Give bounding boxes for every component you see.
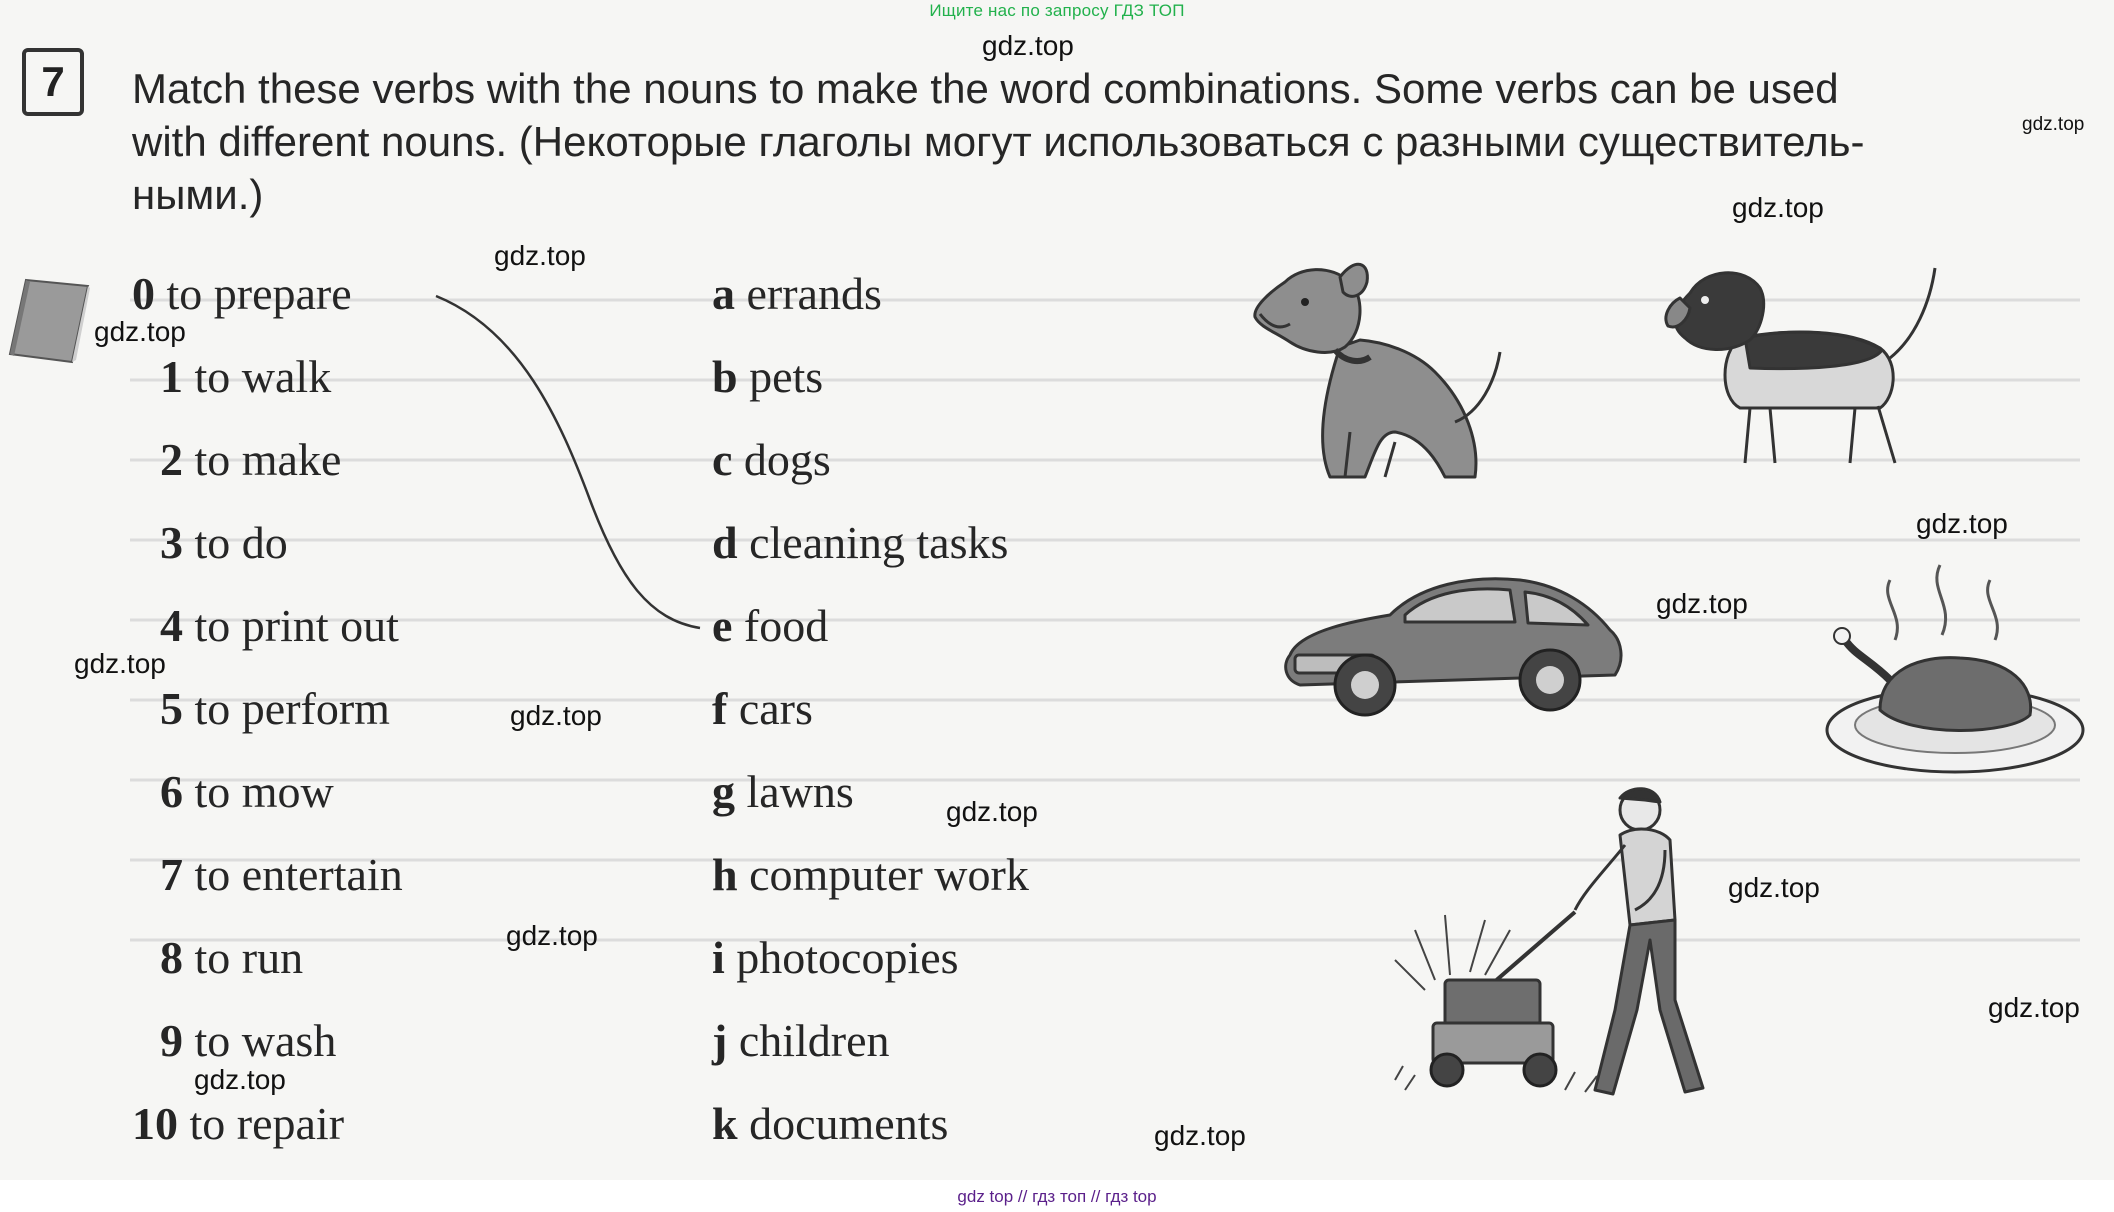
noun-text: documents <box>749 1098 949 1149</box>
noun-letter: d <box>712 517 738 568</box>
noun-text: cleaning tasks <box>749 517 1009 568</box>
banner-bottom: gdz top // гдз топ // гдз top <box>957 1187 1157 1206</box>
noun-letter: j <box>712 1015 728 1066</box>
watermark: gdz.top <box>1988 992 2080 1023</box>
noun-text: photocopies <box>736 932 959 983</box>
watermark: gdz.top <box>1656 588 1748 619</box>
standing-dog-illustration <box>1650 258 1950 468</box>
verb-number: 9 <box>160 1015 183 1066</box>
noun-letter: c <box>712 434 733 485</box>
noun-text: computer work <box>749 849 1029 900</box>
watermark: gdz.top <box>1732 192 1824 223</box>
noun-letter: g <box>712 766 735 817</box>
verb-number: 4 <box>160 600 183 651</box>
verb-number: 5 <box>160 683 183 734</box>
watermark: gdz.top <box>1154 1120 1246 1151</box>
verb-text: to do <box>194 517 288 568</box>
verb-text: to mow <box>194 766 334 817</box>
noun-text: pets <box>749 351 824 402</box>
banner-top: Ищите нас по запросу ГДЗ ТОП <box>929 1 1185 20</box>
watermark: gdz.top <box>982 30 1074 61</box>
watermark: gdz.top <box>510 700 602 731</box>
verb-number: 2 <box>160 434 183 485</box>
noun-text: dogs <box>743 434 831 485</box>
noun-text: food <box>743 600 829 651</box>
verb-text: to repair <box>189 1098 345 1149</box>
watermark: gdz.top <box>946 796 1038 827</box>
noun-text: children <box>738 1015 890 1066</box>
noun-letter: h <box>712 849 738 900</box>
man-mowing-lawn-illustration <box>1375 780 1755 1110</box>
verb-text: to wash <box>194 1015 337 1066</box>
instruction-line-2: with different nouns. (Некоторые глаголы могут использоваться с разными существитель- <box>132 118 1865 165</box>
watermark: gdz.top <box>1728 872 1820 903</box>
noun-text: errands <box>746 268 882 319</box>
verb-text: to walk <box>194 351 332 402</box>
sitting-dog-illustration <box>1245 252 1505 492</box>
verb-number: 6 <box>160 766 183 817</box>
verb-number: 0 <box>132 268 155 319</box>
watermark: gdz.top <box>2022 114 2085 135</box>
instruction-line-1: Match these verbs with the nouns to make the word combinations. Some verbs can be used <box>132 65 1839 112</box>
noun-letter: a <box>712 268 735 319</box>
verb-text: to make <box>194 434 342 485</box>
watermark: gdz.top <box>94 316 186 347</box>
watermark: gdz.top <box>194 1064 286 1095</box>
verb-text: to perform <box>194 683 390 734</box>
watermark: gdz.top <box>1916 508 2008 539</box>
verb-text: to print out <box>194 600 399 651</box>
verb-number: 3 <box>160 517 183 568</box>
verb-text: to entertain <box>194 849 403 900</box>
watermark: gdz.top <box>506 920 598 951</box>
verb-text: to run <box>194 932 304 983</box>
watermark: gdz.top <box>494 240 586 271</box>
verb-number: 8 <box>160 932 183 983</box>
noun-text: lawns <box>746 766 854 817</box>
noun-letter: b <box>712 351 738 402</box>
verb-number: 7 <box>160 849 183 900</box>
noun-letter: k <box>712 1098 738 1149</box>
verb-number: 1 <box>160 351 183 402</box>
instruction-line-3: ными.) <box>132 171 264 218</box>
noun-letter: i <box>712 932 725 983</box>
car-illustration <box>1270 560 1630 730</box>
watermark: gdz.top <box>74 648 166 679</box>
roast-chicken-illustration <box>1810 560 2090 780</box>
task-number-box: 7 <box>22 48 84 116</box>
verb-text: to prepare <box>166 268 352 319</box>
noun-letter: f <box>712 683 728 734</box>
noun-text: cars <box>738 683 813 734</box>
noun-letter: e <box>712 600 733 651</box>
verb-number: 10 <box>132 1098 178 1149</box>
